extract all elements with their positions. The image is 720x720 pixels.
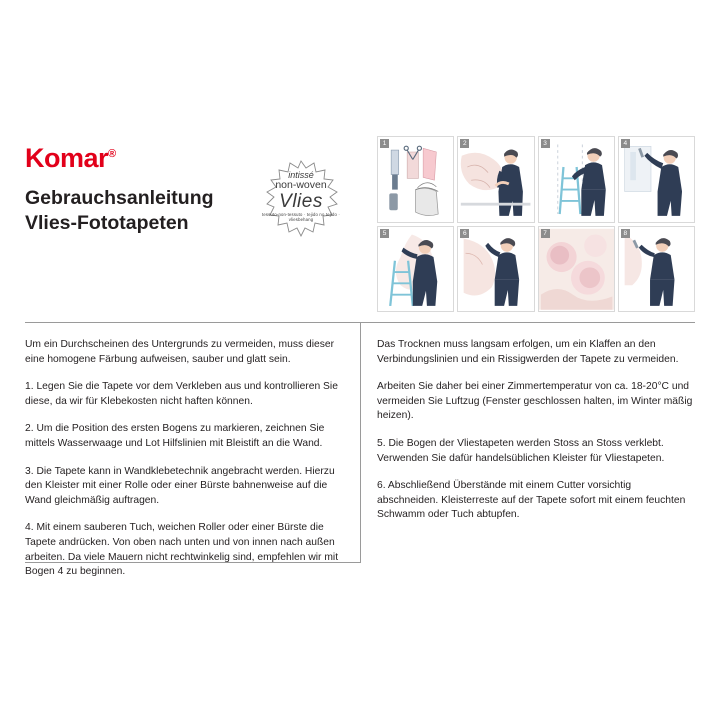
seal-text xyxy=(253,158,349,244)
komar-logo xyxy=(25,143,116,174)
brand-name: Komar xyxy=(25,143,109,173)
step-illustration-4 xyxy=(618,136,695,223)
paragraph-intro: Um ein Durchscheinen des Untergrunds zu vermeiden, muss dieser eine homogene Färbung aufweisen, sauber und glatt sein. xyxy=(25,339,335,365)
registered-mark: ® xyxy=(108,148,116,160)
mark-position-with-level-icon xyxy=(539,137,614,222)
step-illustration-8 xyxy=(618,226,695,313)
divider-middle xyxy=(360,322,361,562)
apply-paste-to-wall-icon xyxy=(619,137,694,222)
seal-line-1: intissé xyxy=(288,170,314,180)
seal-line-3: Vlies xyxy=(279,191,323,212)
left-text-column xyxy=(25,338,348,580)
paragraph-step-3: 3. Die Tapete kann in Wandklebetechnik angebracht werden. Hierzu den Kleister mit einer Rolle oder einer Bürste bahnenweise auf die Wand gleichmäßig auftragen. xyxy=(25,465,335,506)
paragraph-step-4: 4. Mit einem sauberen Tuch, weichen Roller oder einer Bürste die Tapete andrücken. Von oben nach unten und von innen nach außen arbeiten. Da viele Mauern nicht rechtwinkelig sind, empfehlen wir mit Bogen 4 zu beginnen. xyxy=(25,522,339,578)
tools-and-paste-bucket-icon xyxy=(378,137,453,222)
step-illustration-3 xyxy=(538,136,615,223)
step-number-badge: 4 xyxy=(621,139,630,148)
paragraph-temperature: Arbeiten Sie daher bei einer Zimmertemperatur von ca. 18-20°C und vermeiden Sie Luftzug (Fenster geschlossen halten, im Winter mäßig heizen). xyxy=(377,381,693,422)
hang-first-sheet-icon xyxy=(378,227,453,312)
unroll-and-check-sheets-icon xyxy=(458,137,533,222)
step-number-badge: 1 xyxy=(380,139,389,148)
step-illustration-2 xyxy=(457,136,534,223)
right-text-column xyxy=(377,338,695,523)
step-illustration-1 xyxy=(377,136,454,223)
butt-joint-sheets-icon xyxy=(539,227,614,312)
paragraph-step-6: 6. Abschließend Überstände mit einem Cutter vorsichtig abschneiden. Kleisterreste auf der Tapete sofort mit einem feuchten Schwamm oder Tuch abtupfen. xyxy=(377,480,686,521)
paragraph-step-2: 2. Um die Position des ersten Bogens zu markieren, zeichnen Sie mittels Wasserwaage und Lot Hilfslinien mit Bleistift an die Wand. xyxy=(25,423,325,449)
steps-illustration-grid xyxy=(377,136,695,312)
paragraph-drying: Das Trocknen muss langsam erfolgen, um ein Klaffen an den Verbindungslinien und ein Rissigwerden der Tapete zu vermeiden. xyxy=(377,339,679,365)
step-illustration-7 xyxy=(538,226,615,313)
step-number-badge: 3 xyxy=(541,139,550,148)
seal-line-2: non-woven xyxy=(275,179,327,191)
step-number-badge: 6 xyxy=(460,229,469,238)
step-number-badge: 5 xyxy=(380,229,389,238)
step-number-badge: 7 xyxy=(541,229,550,238)
smooth-with-cloth-icon xyxy=(458,227,533,312)
page-title-line2: Vlies-Fototapeten xyxy=(25,212,189,234)
step-number-badge: 2 xyxy=(460,139,469,148)
seal-line-4: tessuto-non-tessuto · tejido no tejido · vliesbehang xyxy=(261,212,341,222)
page-title-line1: Gebrauchsanleitung xyxy=(25,187,214,209)
trim-overhang-with-cutter-icon xyxy=(619,227,694,312)
step-number-badge: 8 xyxy=(621,229,630,238)
vlies-seal xyxy=(253,158,349,244)
paragraph-step-5: 5. Die Bogen der Vliestapeten werden Stoss an Stoss verklebt. Verwenden Sie dafür handelsüblichen Kleister für Vliestapeten. xyxy=(377,437,665,464)
paragraph-step-1: 1. Legen Sie die Tapete vor dem Verkleben aus und kontrollieren Sie diese, da wir für Klebekosten nicht haften können. xyxy=(25,381,338,407)
step-illustration-6 xyxy=(457,226,534,313)
step-illustration-5 xyxy=(377,226,454,313)
